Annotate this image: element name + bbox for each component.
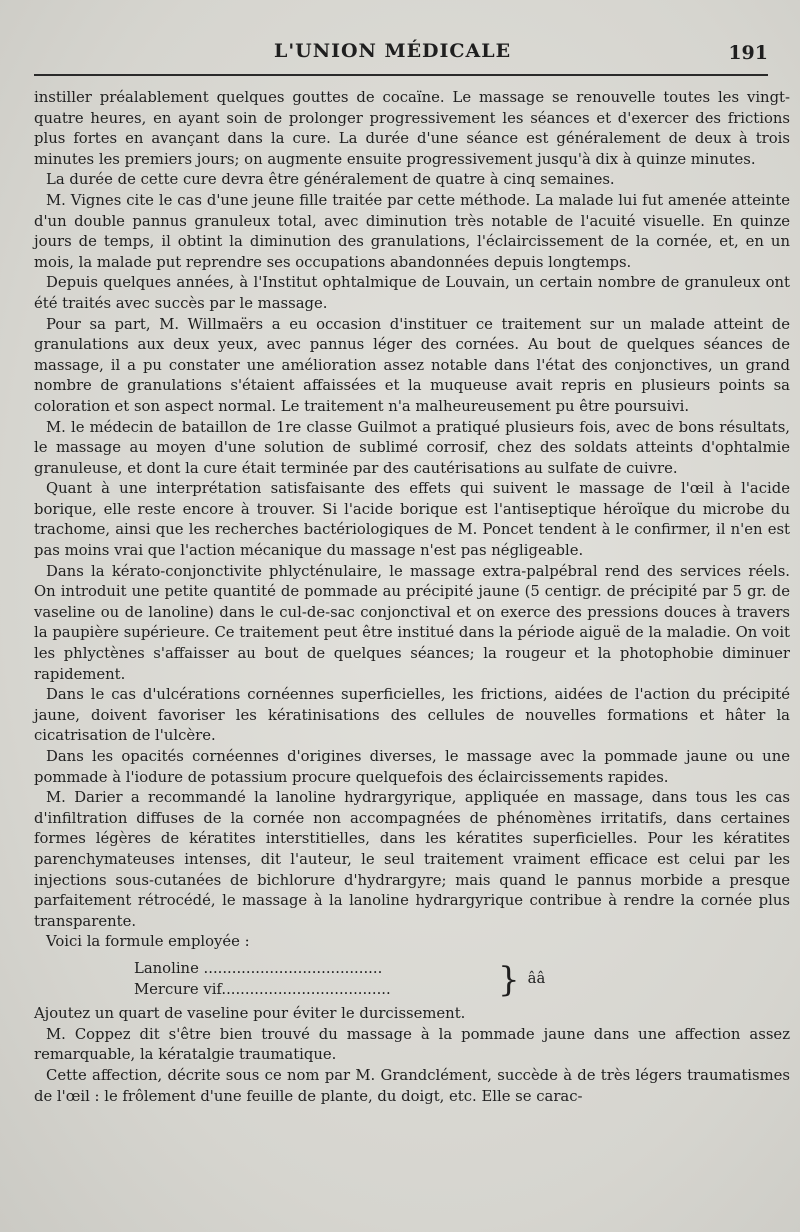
formula-dose: ââ: [527, 970, 546, 988]
paragraph: Depuis quelques années, à l'Institut ophtalmique de Louvain, un certain nombre de granuleux ont été traités avec succès par le massage.: [34, 274, 790, 312]
paragraph: M. Coppez dit s'être bien trouvé du massage à la pommade jaune dans une affection assez remarquable, la kératalgie traumatique.: [34, 1025, 790, 1064]
paragraph: Dans le cas d'ulcérations cornéennes superficielles, les frictions, aidées de l'action du précipité jaune, doivent favoriser les kératinisations des cellules de nouvelles formations et hâter la cicatrisation de l'ulcère.: [34, 686, 790, 745]
page-number: 191: [728, 42, 768, 64]
running-title: L'UNION MÉDICALE: [274, 40, 512, 62]
formula-item: Mercure vif....................................: [134, 980, 391, 998]
paragraph: Voici la formule employée :: [46, 933, 250, 951]
page-header: [34, 34, 768, 76]
paragraph: Quant à une interprétation satisfaisante des effets qui suivent le massage de l'œil à l'acide borique, elle reste encore à trouver. Si l'acide borique est l'antiseptique héroïque du microbe du trachome, ainsi que les recherches bactériologiques de M. Poncet tendent à le confirmer, il n'en est pas moins vrai que l'action mécanique du massage n'est pas négligeable.: [34, 480, 790, 560]
paragraph: Dans les opacités cornéennes d'origines diverses, le massage avec la pommade jaune ou une pommade à l'iodure de potassium procure quelquefois des éclaircissements rapides.: [34, 748, 790, 786]
paragraph: instiller préalablement quelques gouttes de cocaïne. Le massage se renouvelle toutes les vingt-quatre heures, en ayant soin de prolonger progressivement les séances et d'exercer des frictions plus fortes en avançant dans la cure. La durée d'une séance est généralement de deux à trois minutes les premiers jours; on augmente ensuite progressivement jusqu'à dix à quinze minutes.: [34, 89, 790, 168]
paragraph: Ajoutez un quart de vaseline pour éviter le durcissement.: [34, 1005, 466, 1023]
paragraph: M. Darier a recommandé la lanoline hydrargyrique, appliquée en massage, dans tous les cas d'infiltration diffuses de la cornée non accompagnées de phénomènes irritatifs, dans certaines formes légères de kératites interstitielles, dans les kératites superficielles. Pour les kératites parenchymateuses intenses, dit l'auteur, le seul traitement vraiment efficace est celui par les injections sous-cutanées de bichlorure d'hydrargyre; mais quand le pannus morbide a presque parfaitement rétrocédé, le massage à la lanoline hydrargyrique contribue à rendre la cornée plus transparente.: [34, 789, 790, 930]
paragraph: Cette affection, décrite sous ce nom par M. Grandclément, succède à de très légers traumatismes de l'œil : le frôlement d'une feuille de plante, du doigt, etc. Elle se carac-: [34, 1066, 790, 1105]
formula-brace: }: [498, 959, 520, 1000]
formula-item: Lanoline ......................................: [134, 959, 383, 977]
paragraph: Dans la kérato-conjonctivite phlycténulaire, le massage extra-palpébral rend des services réels. On introduit une petite quantité de pommade au précipité jaune (5 centigr. de précipité par 5 gr. de vaseline ou de lanoline) dans le cul-de-sac conjonctival et on exerce des pressions douces à travers la paupière supérieure. Ce traitement peut être institué dans la période aiguë de la maladie. On voit les phlyctènes s'affaisser au bout de quelques séances; la rougeur et la photophobie diminuer rapidement.: [34, 562, 790, 683]
paragraph: Pour sa part, M. Willmaërs a eu occasion d'instituer ce traitement sur un malade atteint de granulations aux deux yeux, avec pannus léger des cornées. Au bout de quelques séances de massage, il a pu constater une amélioration assez notable dans l'état des conjonctives, un grand nombre de granulations s'étaient affaissées et la muqueuse avait repris en plusieurs points sa coloration et son aspect normal. Le traitement n'a malheureusement pu être poursuivi.: [34, 315, 790, 415]
article-body: [34, 88, 790, 1107]
formula-block: [134, 959, 790, 1000]
paragraph: M. Vignes cite le cas d'une jeune fille traitée par cette méthode. La malade lui fut amenée atteinte d'un double pannus granuleux total, avec diminution très notable de l'acuité visuelle. En quinze jours de temps, il obtint la diminution des granulations, l'éclaircissement de la cornée, et, en un mois, la malade put reprendre ses occupations abandonnées depuis longtemps.: [34, 191, 790, 271]
paragraph: M. le médecin de bataillon de 1re classe Guilmot a pratiqué plusieurs fois, avec de bons résultats, le massage au moyen d'une solution de sublimé corrosif, chez des soldats atteints d'ophtalmie granuleuse, et dont la cure était terminée par des cautérisations au sulfate de cuivre.: [34, 418, 790, 477]
paragraph: La durée de cette cure devra être généralement de quatre à cinq semaines.: [46, 171, 615, 189]
